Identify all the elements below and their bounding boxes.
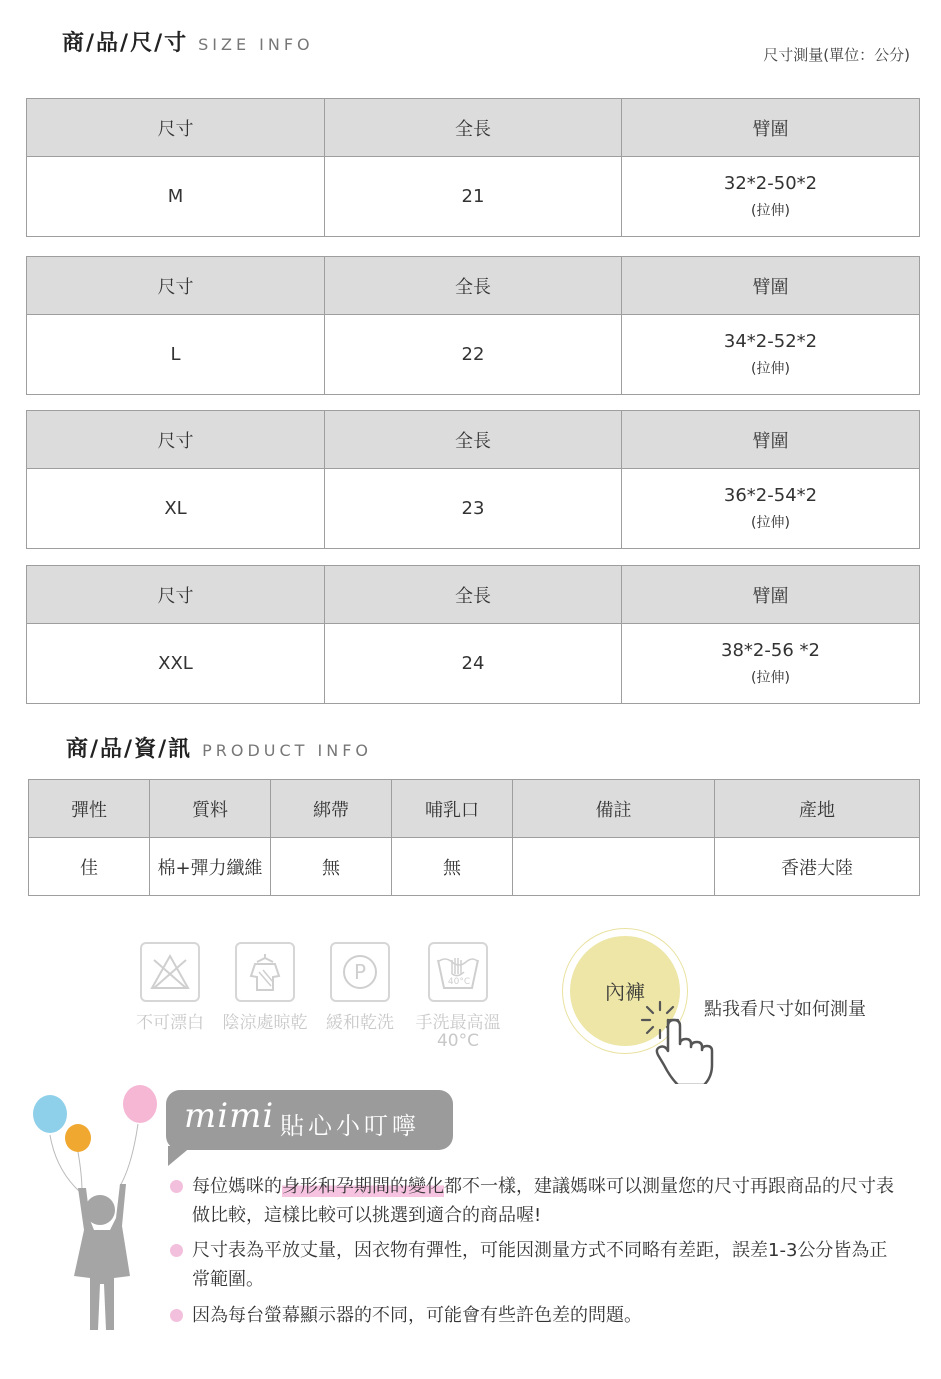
size-value: XXL xyxy=(27,624,325,704)
size-header: 尺寸 xyxy=(27,411,325,469)
remarks-value xyxy=(513,838,715,896)
balloon-orange xyxy=(65,1124,91,1152)
care-label: 不可漂白 xyxy=(136,1013,204,1033)
material-header: 質料 xyxy=(150,780,271,838)
elasticity-header: 彈性 xyxy=(29,780,150,838)
tips-title: 貼心小叮嚀 xyxy=(280,1112,420,1140)
tip-text: 尺寸表為平放丈量，因衣物有彈性，可能因測量方式不同略有差距，誤差1-3公分皆為正常範圍。 xyxy=(192,1240,888,1290)
stretch-note: (拉伸) xyxy=(751,670,790,686)
nursing-value: 無 xyxy=(392,838,513,896)
nursing-header: 哺乳口 xyxy=(392,780,513,838)
length-value: 21 xyxy=(325,157,622,237)
arm-header: 臂圍 xyxy=(622,257,920,315)
gentle-dry-clean-icon xyxy=(330,942,390,1002)
measure-badge-label: 內褲 xyxy=(605,980,645,1004)
child-balloons-illustration xyxy=(20,1080,170,1340)
tip-item-3 xyxy=(174,1301,904,1330)
care-hand-wash xyxy=(410,942,506,1050)
care-label: 手洗最高溫 xyxy=(415,1013,501,1033)
arm-value: 38*2-56 *2 xyxy=(721,640,820,661)
product-info-table xyxy=(28,779,920,896)
length-header: 全長 xyxy=(325,411,622,469)
care-gentle-dry-clean xyxy=(322,942,398,1033)
length-header: 全長 xyxy=(325,99,622,157)
strap-header: 綁帶 xyxy=(271,780,392,838)
no-bleach-icon xyxy=(140,942,200,1002)
length-header: 全長 xyxy=(325,566,622,624)
arm-header: 臂圍 xyxy=(622,411,920,469)
size-value: M xyxy=(27,157,325,237)
svg-text:40°C: 40°C xyxy=(447,977,471,987)
brand-name: mimi xyxy=(184,1096,275,1136)
product-info-subtitle: PRODUCT INFO xyxy=(202,741,373,760)
size-value: XL xyxy=(27,469,325,549)
care-dry-in-shade xyxy=(218,942,312,1033)
tip-bullet xyxy=(170,1180,183,1193)
product-info-title xyxy=(66,732,372,763)
material-value: 棉+彈力纖維 xyxy=(150,838,271,896)
tip-text-post: 都不一樣，建議媽咪可以測量您的尺寸再跟商品的尺寸表做比較，這樣比較可以挑選到適合的商品喔! xyxy=(192,1176,894,1226)
size-info-subtitle: SIZE INFO xyxy=(198,35,314,54)
origin-header: 產地 xyxy=(715,780,920,838)
tip-item-1 xyxy=(174,1172,904,1230)
arm-cell xyxy=(622,624,920,704)
care-label-temp: 40°C xyxy=(436,1031,479,1051)
stretch-note: (拉伸) xyxy=(751,361,790,377)
care-no-bleach xyxy=(134,942,206,1033)
arm-header: 臂圍 xyxy=(622,566,920,624)
tip-highlight: 身形和孕期間的變化 xyxy=(282,1176,444,1197)
measure-link-text[interactable]: 點我看尺寸如何測量 xyxy=(704,999,866,1020)
arm-cell xyxy=(622,315,920,395)
size-table-l xyxy=(26,256,920,395)
tip-item-2 xyxy=(174,1236,904,1294)
elasticity-value: 佳 xyxy=(29,838,150,896)
size-header: 尺寸 xyxy=(27,257,325,315)
stretch-note: (拉伸) xyxy=(751,203,790,219)
stretch-note: (拉伸) xyxy=(751,515,790,531)
origin-value: 香港大陸 xyxy=(715,838,920,896)
balloon-blue xyxy=(33,1095,67,1133)
svg-text:P: P xyxy=(353,960,367,984)
size-value: L xyxy=(27,315,325,395)
size-info-title xyxy=(62,26,314,57)
tips-header-bubble xyxy=(166,1090,453,1150)
arm-value: 34*2-52*2 xyxy=(723,331,818,352)
dry-in-shade-icon xyxy=(235,942,295,1002)
care-label: 陰涼處晾乾 xyxy=(222,1013,308,1033)
arm-header: 臂圍 xyxy=(622,99,920,157)
arm-cell xyxy=(622,157,920,237)
care-label: 緩和乾洗 xyxy=(326,1013,394,1033)
size-table-xl xyxy=(26,410,920,549)
bubble-tail xyxy=(168,1146,192,1166)
length-header: 全長 xyxy=(325,257,622,315)
strap-value: 無 xyxy=(271,838,392,896)
unit-note: 尺寸測量(單位：公分) xyxy=(763,46,910,64)
arm-cell xyxy=(622,469,920,549)
product-info-title-text: 商/品/資/訊 xyxy=(66,737,193,762)
size-table-m xyxy=(26,98,920,237)
tip-bullet xyxy=(170,1244,183,1257)
size-header: 尺寸 xyxy=(27,99,325,157)
arm-value: 36*2-54*2 xyxy=(723,485,818,506)
tip-text-pre: 每位媽咪的 xyxy=(192,1176,282,1197)
length-value: 24 xyxy=(325,624,622,704)
size-info-title-text: 商/品/尺/寸 xyxy=(62,31,189,56)
tip-text: 因為每台螢幕顯示器的不同，可能會有些許色差的問題。 xyxy=(192,1305,642,1326)
arm-value: 32*2-50*2 xyxy=(723,173,818,194)
length-value: 22 xyxy=(325,315,622,395)
size-table-xxl xyxy=(26,565,920,704)
tip-bullet xyxy=(170,1309,183,1322)
hand-wash-icon xyxy=(428,942,488,1002)
remarks-header: 備註 xyxy=(513,780,715,838)
balloon-pink xyxy=(123,1085,157,1123)
size-header: 尺寸 xyxy=(27,566,325,624)
length-value: 23 xyxy=(325,469,622,549)
